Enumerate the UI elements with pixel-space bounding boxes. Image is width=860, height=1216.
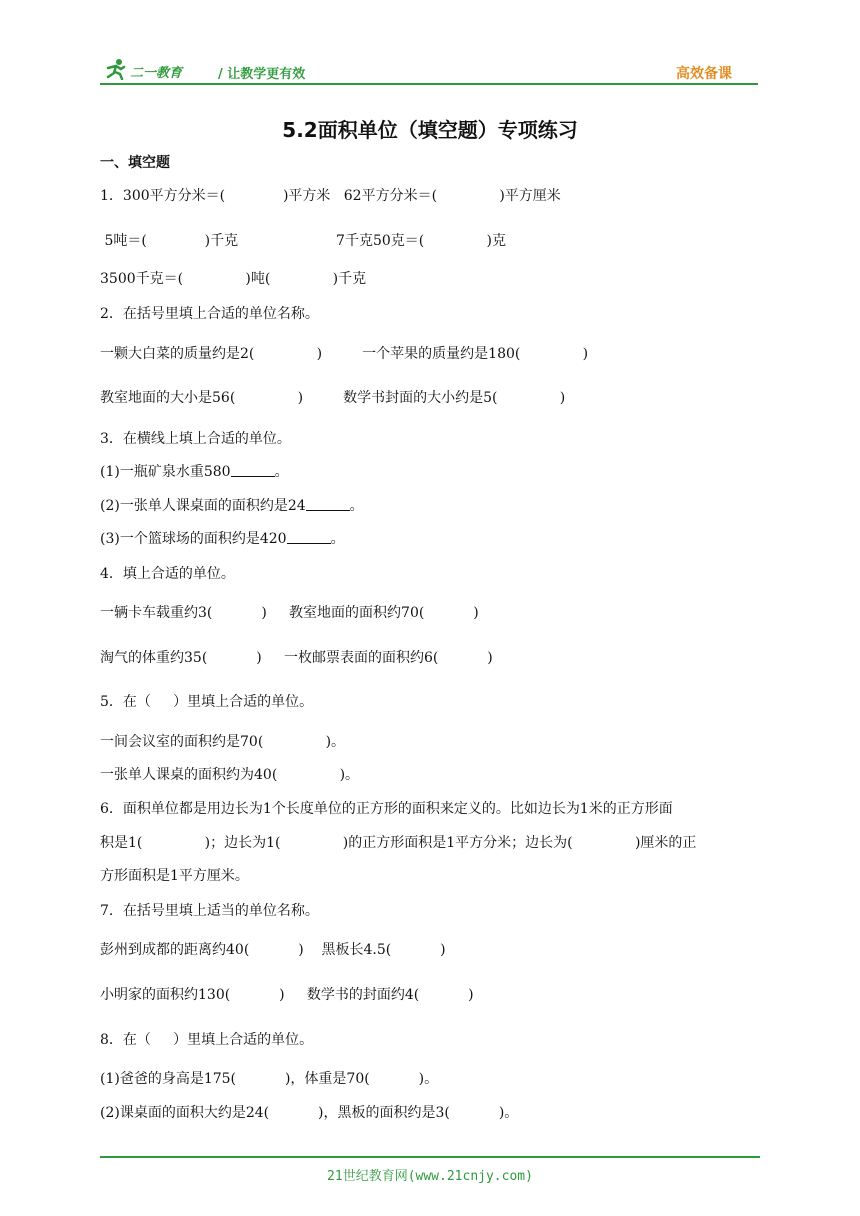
question-5-line-2: 一张单人课桌的面积约为40( )。 [100, 767, 360, 783]
question-7-line-1: 彭州到成都的距离约40( ) 黑板长4.5( ) [100, 942, 446, 958]
question-1-line-2: 5吨＝( )千克 7千克50克＝( )克 [100, 233, 506, 249]
question-3-prompt: 3．在横线上填上合适的单位。 [100, 431, 291, 447]
question-3-item-3-end: 。 [330, 531, 345, 547]
section-heading: 一、填空题 [100, 155, 170, 171]
answer-blank[interactable] [231, 462, 275, 477]
question-5-line-1: 一间会议室的面积约是70( )。 [100, 734, 346, 750]
page-header [100, 58, 760, 84]
question-5-prompt: 5．在（ ）里填上合适的单位。 [100, 694, 314, 710]
question-4-line-2: 淘气的体重约35( ) 一枚邮票表面的面积约6( ) [100, 650, 493, 666]
question-7-line-2: 小明家的面积约130( ) 数学书的封面约4( ) [100, 987, 474, 1003]
question-1-line-1: 1．300平方分米＝( )平方米 62平方分米＝( )平方厘米 [100, 188, 561, 204]
page-footer[interactable]: 21世纪教育网(www.21cnjy.com) [327, 1169, 533, 1184]
header-slogan: / 让教学更有效 [218, 67, 306, 82]
question-3-item-1-end: 。 [274, 464, 289, 480]
footer-divider [100, 1156, 760, 1158]
question-3-item-2-text: (2)一张单人课桌面的面积约是24 [100, 498, 306, 514]
answer-blank[interactable] [287, 529, 331, 544]
question-4-prompt: 4．填上合适的单位。 [100, 566, 235, 582]
question-2-line-1: 一颗大白菜的质量约是2( ) 一个苹果的质量约是180( ) [100, 346, 589, 362]
header-badge: 高效备课 [676, 66, 732, 82]
question-2-line-2: 教室地面的大小是56( ) 数学书封面的大小约是5( ) [100, 390, 566, 406]
question-7-prompt: 7．在括号里填上适当的单位名称。 [100, 903, 319, 919]
question-3-item-2 [100, 495, 364, 515]
question-3-item-1-text: (1)一瓶矿泉水重580 [100, 464, 231, 480]
question-8-line-1: (1)爸爸的身高是175( )，体重是70( )。 [100, 1071, 439, 1087]
question-3-item-1 [100, 461, 289, 481]
question-8-prompt: 8．在（ ）里填上合适的单位。 [100, 1032, 314, 1048]
question-6-line-1: 6．面积单位都是用边长为1个长度单位的正方形的面积来定义的。比如边长为1米的正方形面 [100, 801, 673, 817]
question-6-line-3: 方形面积是1平方厘米。 [100, 868, 249, 884]
logo-text: 二一教育 [130, 66, 183, 81]
question-3-item-2-end: 。 [349, 498, 364, 514]
logo [104, 58, 224, 82]
runner-logo-icon [104, 58, 128, 80]
question-2-prompt: 2．在括号里填上合适的单位名称。 [100, 306, 319, 322]
page-title: 5.2面积单位（填空题）专项练习 [282, 118, 578, 142]
question-1-line-3: 3500千克＝( )吨( )千克 [100, 271, 367, 287]
question-6-line-2: 积是1( )；边长为1( )的正方形面积是1平方分米；边长为( )厘米的正 [100, 835, 697, 851]
header-divider [100, 83, 758, 85]
answer-blank[interactable] [306, 496, 350, 511]
question-4-line-1: 一辆卡车载重约3( ) 教室地面的面积约70( ) [100, 605, 479, 621]
question-3-item-3 [100, 528, 345, 548]
question-8-line-2: (2)课桌面的面积大约是24( )，黑板的面积约是3( )。 [100, 1105, 519, 1121]
question-3-item-3-text: (3)一个篮球场的面积约是420 [100, 531, 287, 547]
